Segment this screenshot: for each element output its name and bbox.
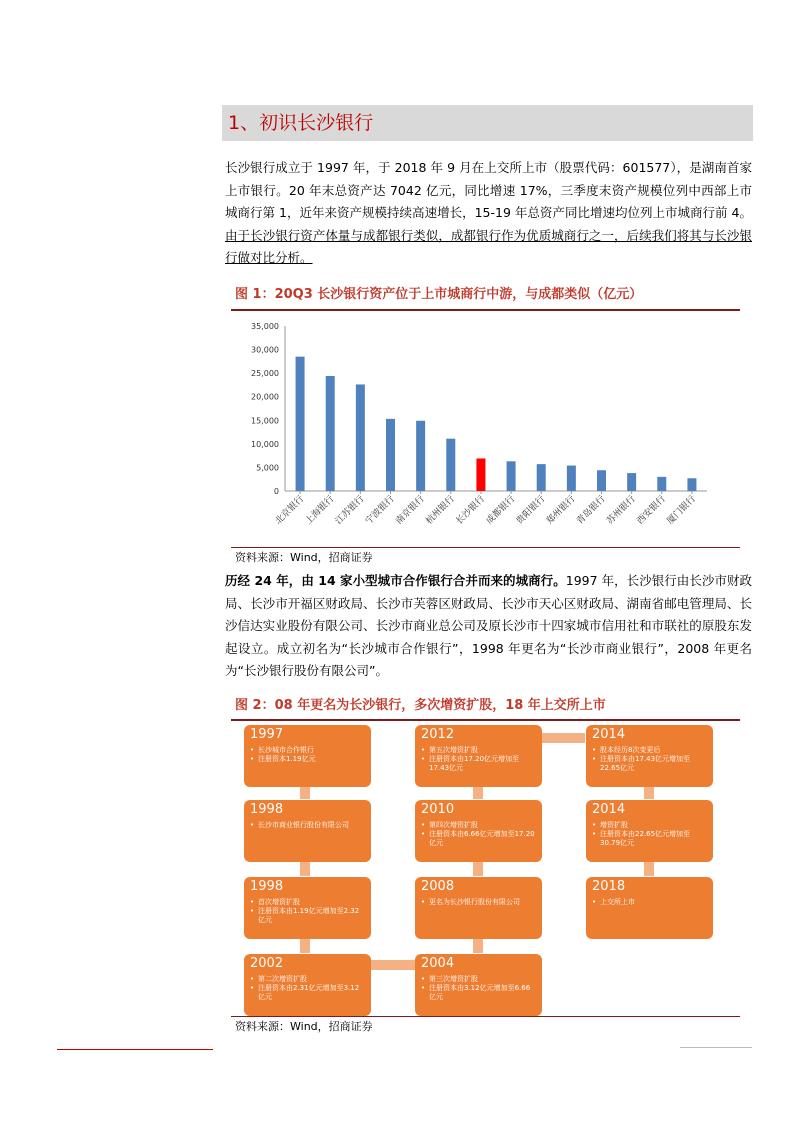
y-tick-label: 15,000 bbox=[251, 416, 279, 426]
timeline-year: 1997 bbox=[250, 727, 284, 742]
bar-南京银行 bbox=[416, 421, 425, 491]
timeline-box-2002 bbox=[244, 954, 371, 1016]
timeline-item: • 更名为长沙银行股份有限公司 bbox=[421, 898, 536, 907]
history-paragraph bbox=[225, 570, 752, 683]
timeline-item: • 长沙城市合作银行 bbox=[250, 746, 365, 755]
timeline-box-1997 bbox=[244, 725, 371, 787]
x-tick-label: 宁波银行 bbox=[364, 494, 397, 527]
figure2-title: 图 2：08 年更名为长沙银行，多次增资扩股，18 年上交所上市 bbox=[235, 698, 606, 713]
bar-上海银行 bbox=[326, 376, 335, 491]
timeline-year: 2014 bbox=[592, 802, 626, 817]
timeline-connector bbox=[370, 960, 415, 970]
timeline-item: • 注册资本由22.65亿元增加至30.79亿元 bbox=[592, 830, 707, 848]
x-tick-label: 青岛银行 bbox=[575, 494, 608, 527]
bar-西安银行 bbox=[657, 477, 666, 491]
bar-苏州银行 bbox=[627, 473, 636, 491]
figure1-top-rule bbox=[231, 309, 740, 311]
y-tick-label: 5,000 bbox=[256, 463, 279, 473]
timeline-year: 2014 bbox=[592, 727, 626, 742]
figure2-bottom-rule bbox=[231, 1016, 740, 1017]
x-tick-label: 南京银行 bbox=[394, 494, 427, 527]
timeline-box-2008 bbox=[415, 877, 542, 939]
figure2-source: 资料来源：Wind，招商证券 bbox=[235, 1020, 373, 1033]
x-tick-label: 西安银行 bbox=[635, 494, 668, 527]
timeline-year: 2004 bbox=[421, 956, 455, 971]
timeline-item: • 增资扩股 bbox=[592, 821, 707, 830]
timeline-item: • 注册资本由3.12亿元增加至6.66亿元 bbox=[421, 984, 536, 1002]
timeline-year: 1998 bbox=[250, 879, 284, 894]
timeline-item: • 注册资本由17.20亿元增加至17.43亿元 bbox=[421, 755, 536, 773]
bar-成都银行 bbox=[507, 461, 516, 491]
bar-江苏银行 bbox=[356, 384, 365, 491]
x-tick-label: 杭州银行 bbox=[424, 494, 457, 527]
timeline-box-2004 bbox=[415, 954, 542, 1016]
timeline-connector bbox=[644, 862, 654, 876]
x-tick-label: 郑州银行 bbox=[544, 494, 578, 527]
x-tick-label: 江苏银行 bbox=[333, 494, 367, 527]
timeline-connector bbox=[300, 862, 310, 876]
timeline-box-2018 bbox=[586, 877, 713, 939]
timeline-item: • 注册资本由6.66亿元增加至17.20亿元 bbox=[421, 830, 536, 848]
bar-郑州银行 bbox=[567, 466, 576, 491]
timeline-year: 2012 bbox=[421, 727, 455, 742]
timeline-item: • 长沙市商业银行股份有限公司 bbox=[250, 821, 365, 830]
timeline-box-1998-capital bbox=[244, 877, 371, 939]
y-tick-label: 35,000 bbox=[251, 322, 279, 331]
footer-rule-left bbox=[57, 1049, 213, 1050]
x-tick-label: 长沙银行 bbox=[454, 494, 488, 527]
timeline-box-2014-shares bbox=[586, 725, 713, 787]
x-tick-label: 苏州银行 bbox=[605, 494, 638, 527]
timeline-item: • 股本经历8次变更后 bbox=[592, 746, 707, 755]
bank-assets-bar-chart bbox=[231, 312, 740, 548]
timeline-year: 2008 bbox=[421, 879, 455, 894]
figure1-bottom-rule bbox=[231, 547, 740, 548]
timeline-item: • 第四次增资扩股 bbox=[421, 821, 536, 830]
timeline-connector bbox=[473, 862, 483, 876]
bar-北京银行 bbox=[296, 357, 305, 491]
x-tick-label: 北京银行 bbox=[273, 494, 307, 527]
bar-贵阳银行 bbox=[537, 464, 546, 491]
x-tick-label: 厦门银行 bbox=[665, 494, 699, 527]
timeline-connector bbox=[473, 786, 483, 799]
figure2-top-rule bbox=[231, 719, 740, 721]
timeline-box-2012 bbox=[415, 725, 542, 787]
timeline-connector bbox=[542, 733, 585, 743]
timeline-connector bbox=[300, 938, 310, 953]
timeline-item: • 注册资本由1.19亿元增加至2.32亿元 bbox=[250, 907, 365, 925]
x-tick-label: 上海银行 bbox=[303, 494, 337, 527]
timeline-item: • 注册资本由2.31亿元增加至3.12亿元 bbox=[250, 984, 365, 1002]
y-tick-label: 10,000 bbox=[251, 439, 279, 449]
y-tick-label: 30,000 bbox=[251, 345, 279, 355]
bar-青岛银行 bbox=[597, 470, 606, 491]
timeline-connector bbox=[473, 938, 483, 953]
timeline-item: • 注册资本由17.43亿元增加至22.65亿元 bbox=[592, 755, 707, 773]
figure1-title: 图 1：20Q3 长沙银行资产位于上市城商行中游，与成都类似（亿元） bbox=[235, 287, 643, 302]
timeline-box-2010 bbox=[415, 800, 542, 862]
bar-长沙银行 bbox=[476, 458, 485, 491]
y-tick-label: 20,000 bbox=[251, 392, 279, 402]
timeline-year: 2002 bbox=[250, 956, 284, 971]
intro-text: 长沙银行成立于 1997 年，于 2018 年 9 月在上交所上市（股票代码：601577），是湖南首家上市银行。20 年末总资产达 7042 亿元，同比增速 17%，三季度末资产规模位列中西部上市城商行第 1，近年来资产规模持续高速增长，15-19 年总资产同比增速均位列上市城商行前 4。 bbox=[225, 160, 752, 220]
x-tick-label: 成都银行 bbox=[484, 494, 518, 527]
y-tick-label: 25,000 bbox=[251, 369, 279, 379]
history-text: 1997 年，长沙银行由长沙市财政局、长沙市开福区财政局、长沙市芙蓉区财政局、长沙市天心区财政局、湖南省邮电管理局、长沙信达实业股份有限公司、长沙市商业总公司及原长沙市十四家城市信用社和市联社的原股东发起设立。成立初名为“长沙城市合作银行”，1998 年更名为“长沙市商业银行”，2008 年更名为“长沙银行股份有限公司”。 bbox=[225, 573, 752, 678]
bar-厦门银行 bbox=[687, 478, 696, 491]
history-lead: 历经 24 年，由 14 家小型城市合作银行合并而来的城商行。 bbox=[225, 573, 566, 588]
timeline-item: • 首次增资扩股 bbox=[250, 898, 365, 907]
timeline-item: • 上交所上市 bbox=[592, 898, 707, 907]
timeline-year: 2010 bbox=[421, 802, 455, 817]
bar-杭州银行 bbox=[446, 439, 455, 491]
bar-宁波银行 bbox=[386, 419, 395, 491]
footer-rule-right bbox=[680, 1047, 752, 1048]
timeline-connector bbox=[300, 786, 310, 799]
timeline-year: 1998 bbox=[250, 802, 284, 817]
timeline-box-1998-rename bbox=[244, 800, 371, 862]
x-tick-label: 贵阳银行 bbox=[514, 494, 548, 527]
timeline-box-2014-capital bbox=[586, 800, 713, 862]
timeline-item: • 第二次增资扩股 bbox=[250, 975, 365, 984]
section-header bbox=[222, 105, 753, 141]
timeline-item: • 第三次增资扩股 bbox=[421, 975, 536, 984]
figure1-source: 资料来源：Wind，招商证券 bbox=[235, 551, 373, 564]
timeline-item: • 注册资本1.19亿元 bbox=[250, 755, 365, 764]
intro-underlined-text: 由于长沙银行资产体量与成都银行类似，成都银行作为优质城商行之一，后续我们将其与长沙银行做对比分析。 bbox=[225, 227, 752, 265]
timeline-connector bbox=[644, 786, 654, 799]
timeline-item: • 第五次增资扩股 bbox=[421, 746, 536, 755]
y-tick-label: 0 bbox=[273, 487, 279, 496]
timeline-year: 2018 bbox=[592, 879, 626, 894]
section-title: 1、初识长沙银行 bbox=[228, 112, 374, 134]
intro-paragraph bbox=[225, 157, 752, 270]
